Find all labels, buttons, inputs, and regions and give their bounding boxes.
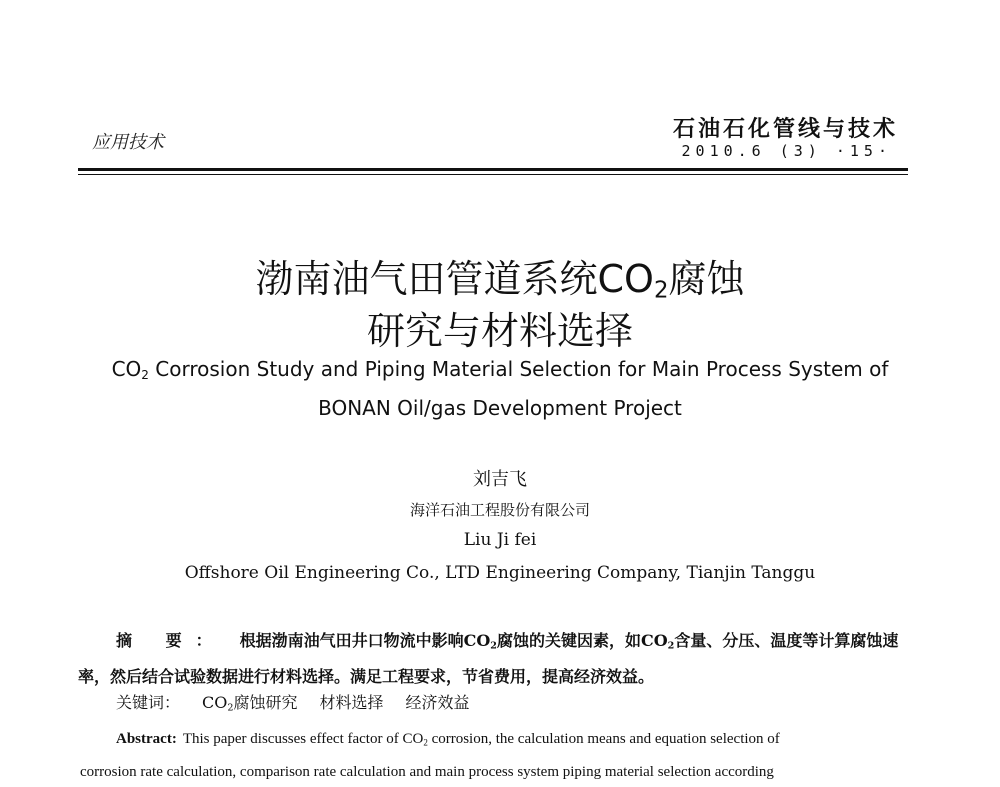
title-zh-line2: 研究与材料选择 bbox=[366, 309, 633, 353]
title-zh-line1: 渤南油气田管道系统$CO_2$腐蚀 bbox=[255, 257, 745, 304]
author-en: Liu Ji fei bbox=[463, 530, 537, 550]
title-en-line2: BONAN Oil/gas Development Project bbox=[318, 396, 682, 420]
header-rule-thin bbox=[78, 174, 908, 175]
journal-name: 石油石化管线与技术 bbox=[672, 117, 898, 142]
affiliation-zh: 海洋石油工程股份有限公司 bbox=[409, 501, 590, 519]
section-label: 应用技术 bbox=[92, 132, 164, 153]
abstract-zh-label: 摘 要： bbox=[116, 631, 226, 650]
keyword: 材料选择 bbox=[319, 693, 384, 712]
title-en-line1: $CO_2$ Corrosion Study and Piping Material Selection for Main Process System of bbox=[111, 357, 889, 382]
abstract-zh: 摘 要： 根据渤南油气田井口物流中影响$CO_2$腐蚀的关键因素，如$CO_2$含量、分压、温度等计算腐蚀速率，然后结合试验数据进行材料选择。满足工程要求，节省费用，提高经济效益。 bbox=[78, 631, 899, 687]
header-rule-thick bbox=[78, 168, 908, 171]
keywords bbox=[116, 690, 906, 713]
keyword: $CO_2$腐蚀研究 bbox=[202, 693, 298, 714]
issue-info: 2010.6 (3) ·15· bbox=[681, 142, 892, 160]
abstract-en-cut-line: corrosion rate calculation, comparison rate calculation and main process system piping material selection according bbox=[80, 764, 774, 781]
abstract-en: Abstract: This paper discusses effect factor of $CO_2$ corrosion, the calculation means and equation selection of corrosion rate calculation, comparison rate calculation and main process system piping material selection according bbox=[116, 724, 916, 769]
affiliation-en: Offshore Oil Engineering Co., LTD Engineering Company, Tianjin Tanggu bbox=[184, 563, 816, 583]
keywords-label: 关键词： bbox=[116, 693, 181, 712]
keyword: 经济效益 bbox=[405, 693, 470, 712]
abstract-en-label: Abstract: bbox=[116, 731, 177, 747]
author-zh: 刘吉飞 bbox=[473, 469, 527, 490]
